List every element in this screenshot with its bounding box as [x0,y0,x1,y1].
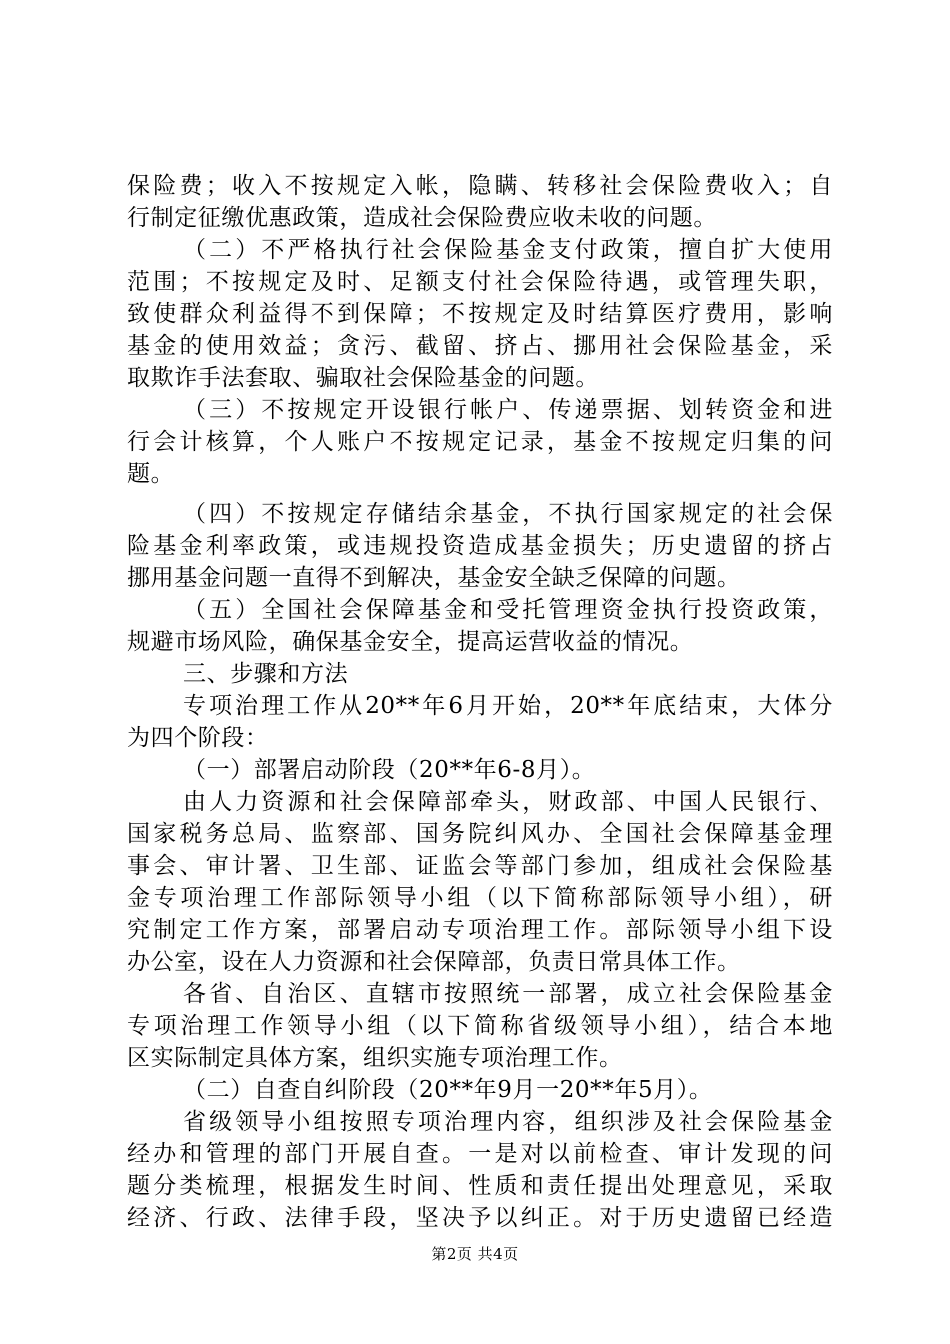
text-line: （二）不严格执行社会保险基金支付政策，擅自扩大使用 [183,237,833,263]
text-line: 险基金利率政策，或违规投资造成基金损失；历史遗留的挤占 [127,533,833,559]
text-line: 为四个阶段： [127,725,269,751]
text-line: 各省、自治区、直辖市按照统一部署，成立社会保险基金 [183,981,833,1007]
text-line: （四）不按规定存储结余基金，不执行国家规定的社会保 [183,501,833,527]
text-line: 致使群众利益得不到保障；不按规定及时结算医疗费用，影响 [127,301,833,327]
text-line: 挪用基金问题一直得不到解决，基金安全缺乏保障的问题。 [127,565,741,591]
section-heading: 三、步骤和方法 [183,661,349,687]
text-line: （三）不按规定开设银行帐户、传递票据、划转资金和进 [183,397,833,423]
text-line: 基金的使用效益；贪污、截留、挤占、挪用社会保险基金，采 [127,333,833,359]
text-line: 专项治理工作从20**年6月开始，20**年底结束，大体分 [183,693,833,719]
text-line: 经办和管理的部门开展自查。一是对以前检查、审计发现的问 [127,1141,833,1167]
text-line: （二）自查自纠阶段（20**年9月一20**年5月）。 [183,1077,713,1103]
text-line: 国家税务总局、监察部、国务院纠风办、全国社会保障基金理 [127,821,833,847]
text-line: （五）全国社会保障基金和受托管理资金执行投资政策， [183,597,833,623]
text-line: 题分类梳理，根据发生时间、性质和责任提出处理意见，采取 [127,1173,833,1199]
text-line: 省级领导小组按照专项治理内容，组织涉及社会保险基金 [183,1109,833,1135]
text-line: 由人力资源和社会保障部牵头，财政部、中国人民银行、 [183,789,833,815]
text-line: 规避市场风险，确保基金安全，提高运营收益的情况。 [127,629,694,655]
text-line: 经济、行政、法律手段，坚决予以纠正。对于历史遗留已经造 [127,1205,833,1231]
text-line: （一）部署启动阶段（20**年6-8月）。 [183,757,596,783]
page-number-footer: 第2页 共4页 [431,1245,519,1263]
text-line: 办公室，设在人力资源和社会保障部，负责日常具体工作。 [127,949,741,975]
text-line: 保险费；收入不按规定入帐，隐瞒、转移社会保险费收入；自 [127,173,833,199]
text-line: 行制定征缴优惠政策，造成社会保险费应收未收的问题。 [127,205,717,231]
text-line: 区实际制定具体方案，组织实施专项治理工作。 [127,1045,623,1071]
text-line: 事会、审计署、卫生部、证监会等部门参加，组成社会保险基 [127,853,833,879]
text-line: 范围；不按规定及时、足额支付社会保险待遇，或管理失职， [127,269,833,295]
text-line: 金专项治理工作部际领导小组（以下简称部际领导小组），研 [127,885,833,911]
text-line: 专项治理工作领导小组（以下简称省级领导小组），结合本地 [127,1013,833,1039]
document-body [127,170,833,1234]
text-line: 取欺诈手法套取、骗取社会保险基金的问题。 [127,365,599,391]
text-line: 题。 [127,461,175,487]
text-line: 行会计核算，个人账户不按规定记录，基金不按规定归集的问 [127,429,833,455]
text-line: 究制定工作方案，部署启动专项治理工作。部际领导小组下设 [127,917,833,943]
